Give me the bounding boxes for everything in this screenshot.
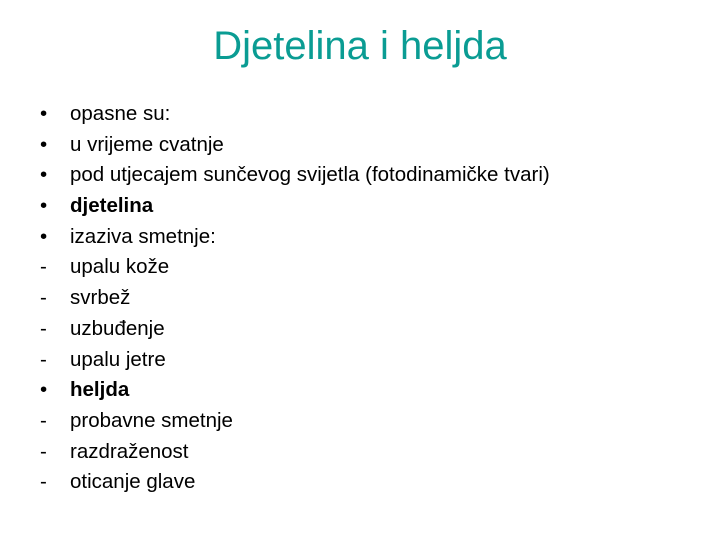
list-item [40,437,700,468]
list-item [40,375,700,406]
list-item [40,191,700,222]
bullet-list [40,99,700,498]
dash-marker: - [40,286,47,310]
list-item [40,130,700,161]
bullet-marker: • [40,132,48,156]
dash-marker: - [40,408,47,432]
list-item [40,160,700,191]
list-item-text: razdraženost [70,439,189,463]
list-item-text: upalu jetre [70,347,166,371]
list-item [40,406,700,437]
list-item-text: pod utjecajem sunčevog svijetla (fotodinamičke tvari) [70,163,550,187]
list-item-text: upalu kože [70,255,170,279]
dash-marker: - [40,255,47,279]
list-item-text: heljda [70,378,130,402]
dash-marker: - [40,470,47,494]
list-item [40,99,700,130]
bullet-marker: • [40,163,48,187]
bullet-marker: • [40,102,48,125]
bullet-marker: • [40,378,48,402]
list-item-text: oticanje glave [70,470,196,494]
bullet-marker: • [40,224,48,248]
list-item [40,314,700,345]
dash-marker: - [40,347,47,371]
list-item [40,222,700,253]
list-item [40,345,700,376]
dash-marker: - [40,316,47,340]
list-item-text: svrbež [70,286,131,310]
dash-marker: - [40,439,47,463]
bullet-marker: • [40,194,48,218]
list-item-text: izaziva smetnje: [70,224,216,248]
list-item-text: djetelina [70,194,154,218]
list-item-text: opasne su: [70,102,171,125]
list-item-text: u vrijeme cvatnje [70,132,224,156]
list-item [40,252,700,283]
list-item-text: uzbuđenje [70,316,165,340]
list-item [40,283,700,314]
list-item-text: probavne smetnje [70,408,233,432]
slide-title: Djetelina i heljda [213,24,507,68]
list-item [40,467,700,498]
